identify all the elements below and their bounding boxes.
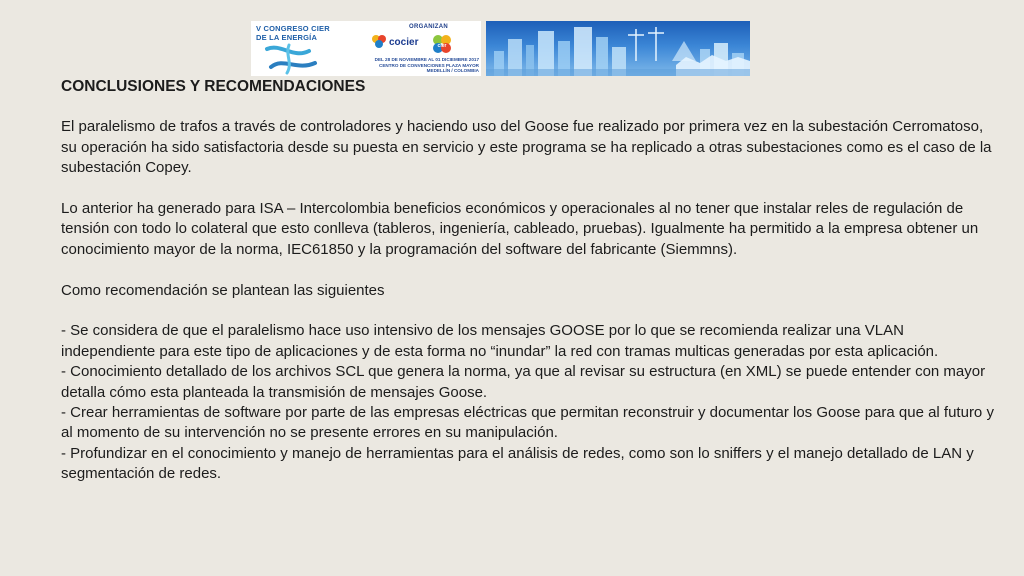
event-dates	[343, 57, 479, 74]
organizan-label: ORGANIZAN	[409, 24, 449, 30]
event-banner	[251, 21, 750, 76]
city-skyline-illustration	[486, 21, 750, 76]
cier-label: cier	[437, 43, 447, 49]
cocier-logo-icon	[371, 34, 387, 48]
cier-logo-icon	[431, 33, 453, 55]
slide-heading: CONCLUSIONES Y RECOMENDACIONES	[61, 78, 366, 95]
list-item: - Profundizar en el conocimiento y manejo de herramientas para el análisis de redes, como son lo sniffers y el manejo detallado de LAN y segmentación de redes.	[61, 444, 974, 483]
congress-title: V CONGRESO CIER DE LA ENERGÍA	[256, 24, 330, 42]
list-item: - Crear herramientas de software por parte de las empresas eléctricas que permitan reconstruir y documentar los Goose para que al futuro y al momento de su intervención no se presente errores en su manipulación.	[61, 404, 994, 442]
event-date-line: DEL 28 DE NOVIEMBRE AL 01 DICIEMBRE 2017	[374, 57, 479, 62]
banner-logos-panel	[251, 21, 481, 76]
paragraph-intro: El paralelismo de trafos a través de controladores y haciendo uso del Goose fue realizado por primera vez en la subestación Cerromatoso, su operación ha sido satisfactoria desde su puesta en servicio y este programa se ha replicado a otras subestaciones como es el caso de la subestación Copey.	[61, 118, 992, 177]
event-city-line: MEDELLÍN / COLOMBIA	[426, 68, 479, 74]
paragraph-recommendation-intro: Como recomendación se plantean las siguientes	[61, 281, 385, 299]
recommendation-list	[61, 321, 1001, 484]
congress-swirl-logo	[263, 41, 319, 75]
paragraph-benefits: Lo anterior ha generado para ISA – Intercolombia beneficios económicos y operacionales al no tener que instalar reles de regulación de tensión con todo lo colateral que esto conlleva (tableros, ingeniería, cableado, pruebas). Igualmente ha permitido a la empresa obtener un conocimiento mayor de la norma, IEC61850 y la programación del software del fabricante (Siemmns).	[61, 200, 979, 258]
list-item: - Se considera de que el paralelismo hace uso intensivo de los mensajes GOOSE por lo que se recomienda realizar una VLAN independiente para este tipo de aplicaciones y de esta forma no “inundar” la red con tramas multicas generadas por esta aplicación.	[61, 322, 939, 360]
list-item: - Conocimiento detallado de los archivos SCL que genera la norma, ya que al revisar su estructura (en XML) se puede entender con mayor detalla cómo esta planteada la transmisión de mensajes Goose.	[61, 363, 986, 401]
cocier-label: cocier	[389, 37, 419, 48]
event-venue-line: CENTRO DE CONVENCIONES PLAZA MAYOR	[379, 62, 479, 68]
banner-city-image	[486, 21, 750, 76]
slide-content	[61, 77, 1001, 485]
